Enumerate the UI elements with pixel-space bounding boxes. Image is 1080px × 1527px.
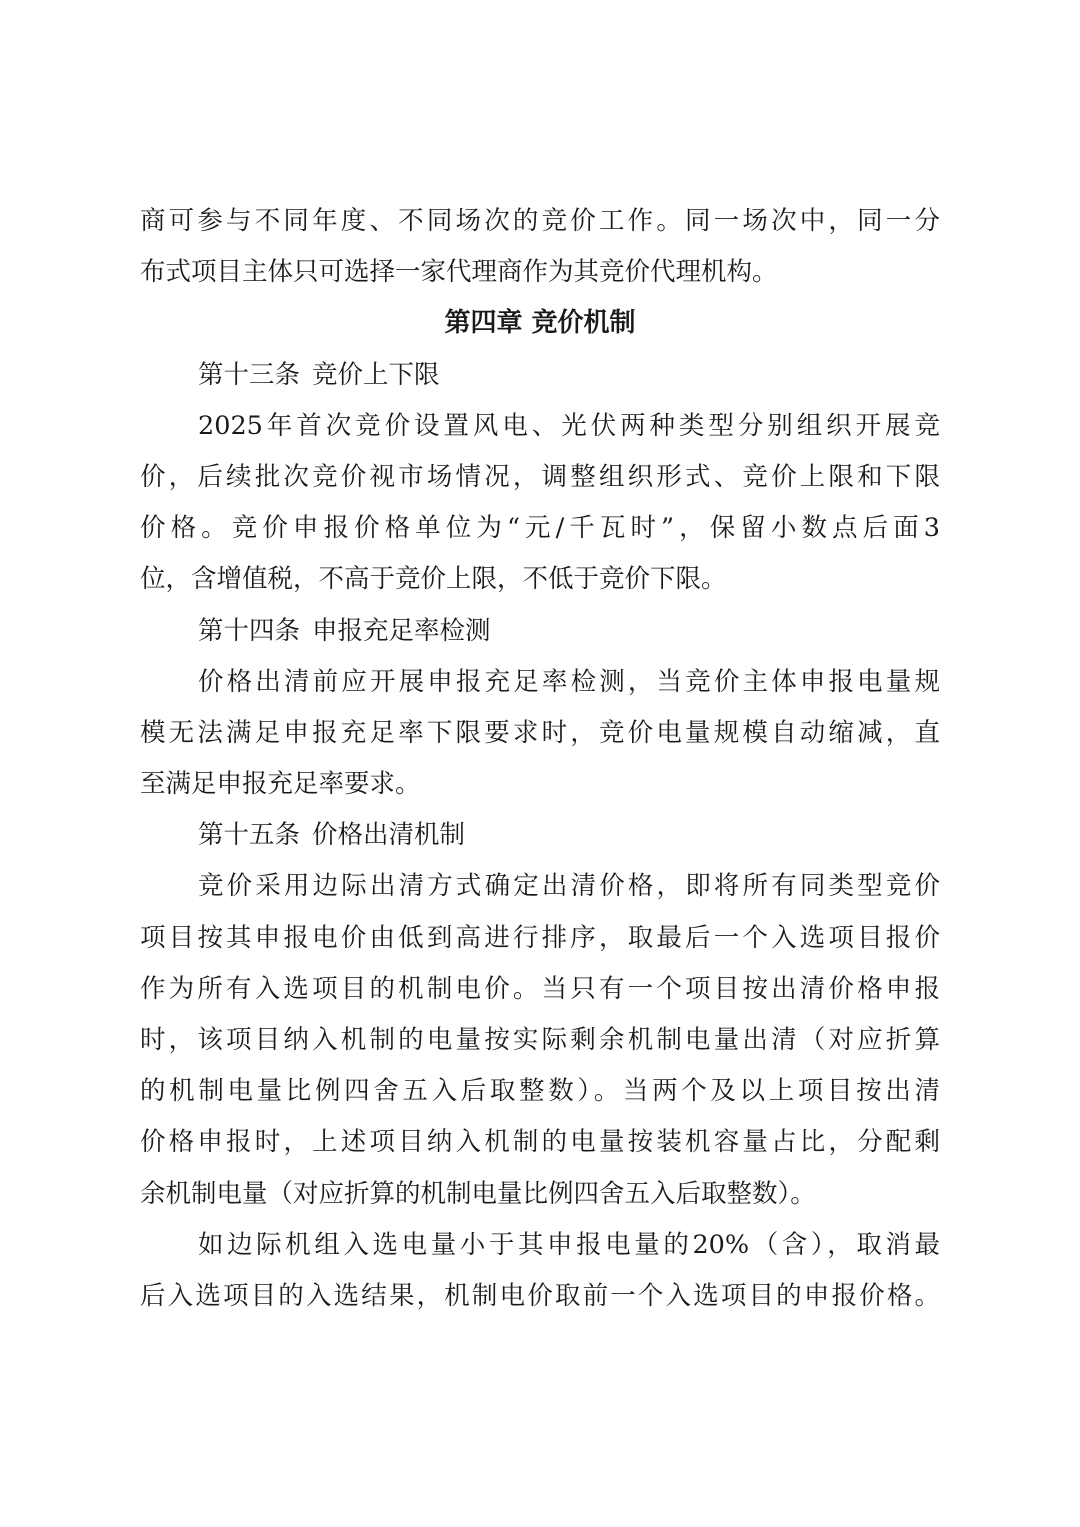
text-line: 布式项目主体只可选择一家代理商作为其竞价代理机构。 — [140, 257, 778, 288]
article-number: 第十四条 — [198, 615, 301, 646]
text-line: 项目按其申报电价由低到高进行排序，取最后一个入选项目报价 — [140, 922, 940, 953]
intro-paragraph — [140, 196, 940, 298]
text-line: 的机制电量比例四舍五入后取整数）。当两个及以上项目按出清 — [140, 1076, 940, 1107]
text-line: 价格出清前应开展申报充足率检测，当竞价主体申报电量规 — [198, 666, 940, 697]
article-heading — [140, 606, 940, 657]
article-paragraph — [140, 657, 940, 811]
text-line: 价，后续批次竞价视市场情况，调整组织形式、竞价上限和下限 — [140, 461, 940, 492]
article-paragraph — [140, 401, 940, 606]
text-line: 价格申报时，上述项目纳入机制的电量按装机容量占比，分配剩 — [140, 1127, 940, 1158]
text-line: 模无法满足申报充足率下限要求时，竞价电量规模自动缩减，直 — [140, 717, 940, 748]
article-title: 价格出清机制 — [312, 820, 466, 851]
article-title: 申报充足率检测 — [312, 615, 491, 646]
text-line: 价格。竞价申报价格单位为“元/千瓦时”，保留小数点后面3 — [140, 513, 940, 544]
text-line: 余机制电量（对应折算的机制电量比例四舍五入后取整数）。 — [140, 1178, 816, 1209]
article-title: 竞价上下限 — [312, 359, 440, 390]
document-page — [140, 196, 940, 1322]
text-line: 竞价采用边际出清方式确定出清价格，即将所有同类型竞价 — [198, 871, 940, 902]
text-line: 商可参与不同年度、不同场次的竞价工作。同一场次中，同一分 — [140, 206, 940, 236]
article-13 — [140, 350, 940, 606]
text-line: 作为所有入选项目的机制电价。当只有一个项目按出清价格申报 — [140, 973, 940, 1004]
text-line: 2025年首次竞价设置风电、光伏两种类型分别组织开展竞 — [198, 410, 940, 441]
text-line: 至满足申报充足率要求。 — [140, 769, 421, 800]
article-number: 第十五条 — [198, 820, 301, 851]
article-heading — [140, 810, 940, 861]
article-14 — [140, 606, 940, 811]
text-line: 如边际机组入选电量小于其申报电量的20%（含），取消最 — [198, 1229, 940, 1260]
text-line: 时，该项目纳入机制的电量按实际剩余机制电量出清（对应折算 — [140, 1025, 940, 1055]
text-line: 后入选项目的入选结果，机制电价取前一个入选项目的申报价格。 — [140, 1280, 940, 1311]
text-line: 位，含增值税，不高于竞价上限，不低于竞价下限。 — [140, 564, 727, 595]
article-paragraph — [140, 1220, 940, 1322]
chapter-heading: 第四章 竞价机制 — [444, 308, 636, 339]
article-15 — [140, 810, 940, 1322]
article-heading — [140, 350, 940, 401]
article-paragraph — [140, 861, 940, 1219]
article-number: 第十三条 — [198, 359, 301, 390]
